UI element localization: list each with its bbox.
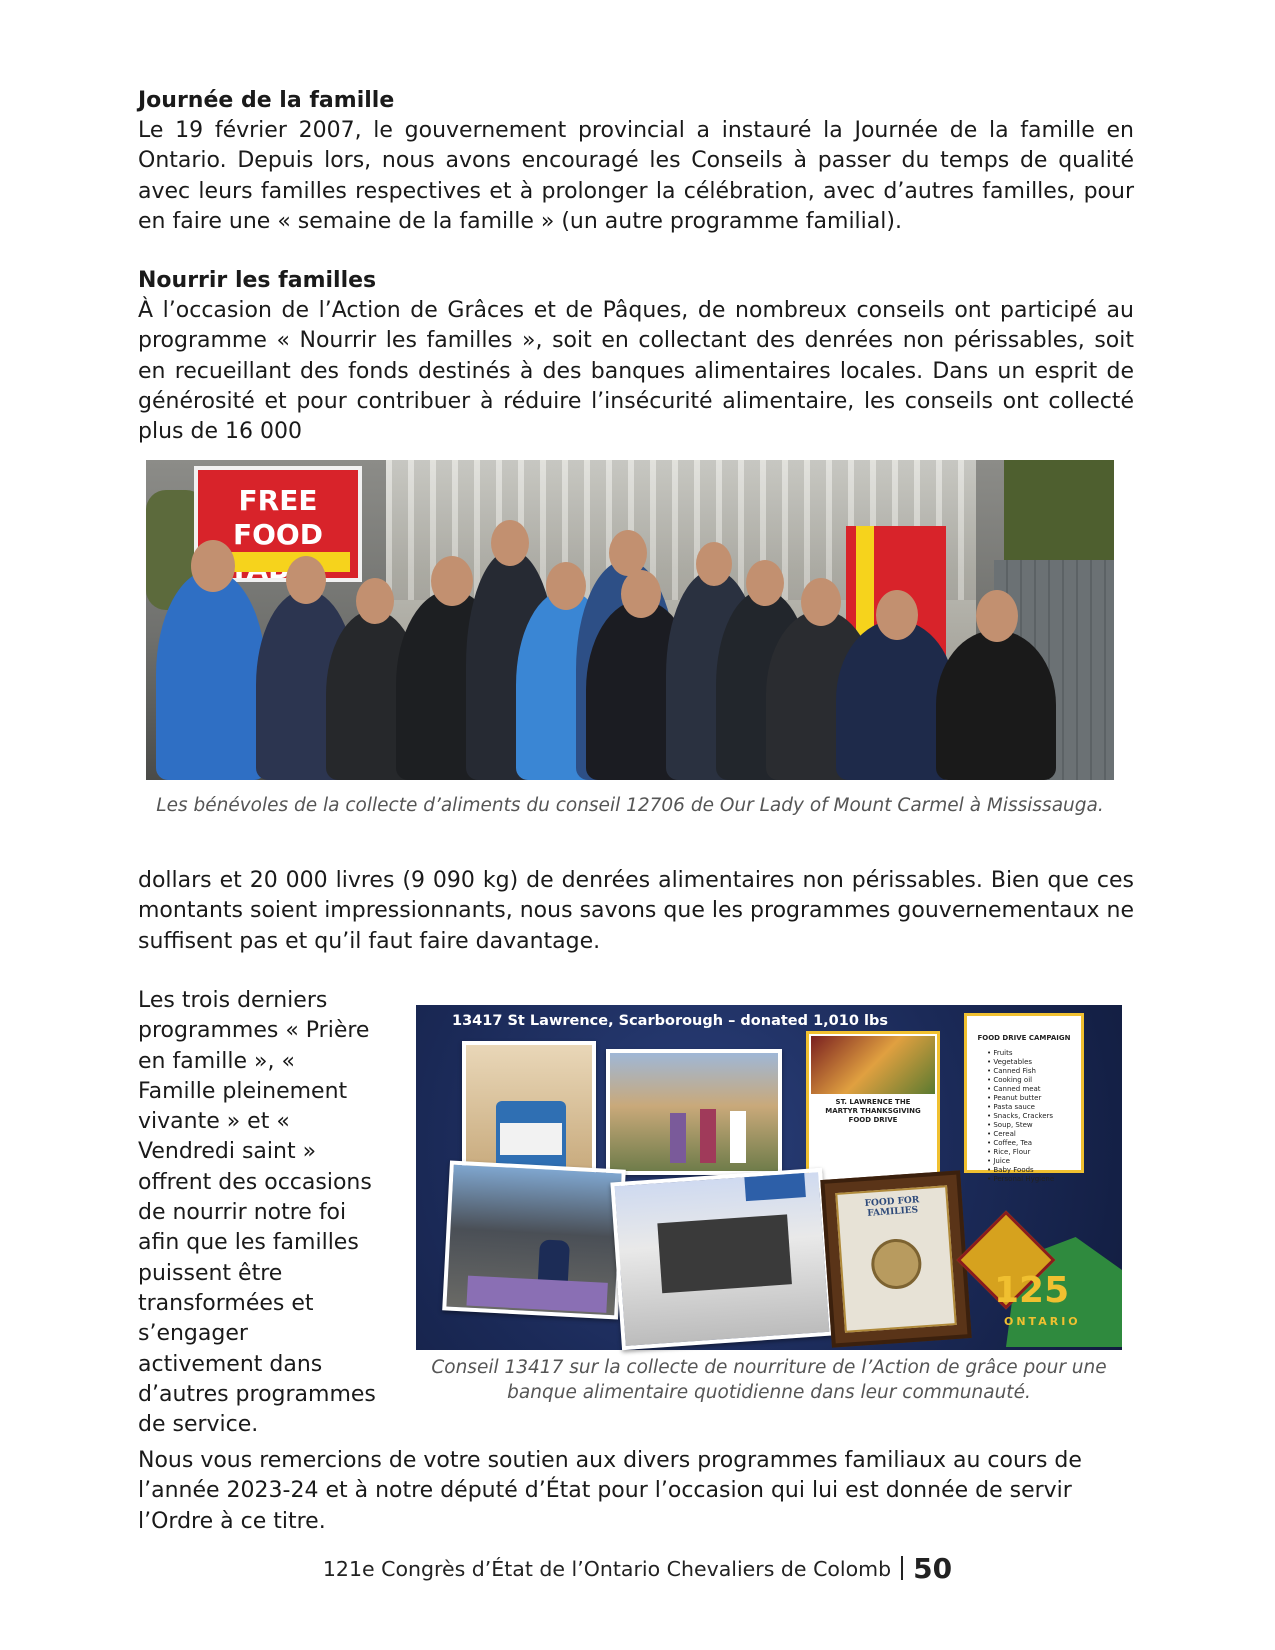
list-item: • Canned meat <box>987 1085 1041 1093</box>
list-item: • Cooking oil <box>987 1076 1033 1084</box>
section-body: À l’occasion de l’Action de Grâces et de Pâques, de nombreux conseils ont participé au programme « Nourrir les familles », soit en collectant des denrées non périssables, soit en recueillant des fonds destinés à des banques alimentaires locales. Dans un esprit de générosité et pour contribuer à réduire l’insécurité alimentaire, les conseils ont collecté plus de 16 000 <box>138 298 1134 445</box>
section-body: Le 19 février 2007, le gouvernement provincial a instauré la Journée de la famille en Ontario. Depuis lors, nous avons encouragé les Conseils à passer du temps de qualité avec leurs familles respectives et à prolonger la célébration, avec d’autres familles, pour en faire une « semaine de la famille » (un autre programme familial). <box>138 118 1134 234</box>
section-heading: Journée de la famille <box>138 88 395 113</box>
family-programs-text: Les trois derniers programmes « Prière en famille », « Famille pleinement vivante » et « Vendredi saint » offrent des occasions de nourrir notre foi afin que les familles puissent être transformées et s’engager activement dans d’autres programmes de service. <box>138 988 376 1438</box>
list-item: • Baby Foods <box>987 1166 1034 1174</box>
plaque-title: FOOD FOR FAMILIES <box>864 1195 920 1219</box>
list-item: • Coffee, Tea <box>987 1139 1033 1147</box>
section-feeding-families <box>138 266 1134 447</box>
list-item: • Rice, Flour <box>987 1148 1031 1156</box>
flyer-title: ST. LAWRENCE THE MARTYR THANKSGIVING FOOD DRIVE <box>825 1098 921 1124</box>
anniversary-badge: 125 <box>994 1270 1070 1311</box>
list-item: • Juice <box>987 1157 1010 1165</box>
section-heading: Nourrir les familles <box>138 268 377 293</box>
free-food-sign: FREE FOOD <box>194 466 362 582</box>
list-item: • Cereal <box>987 1130 1016 1138</box>
footer-title: 121e Congrès d’État de l’Ontario Chevaliers de Colomb <box>322 1557 892 1581</box>
list-item: • Soup, Stew <box>987 1121 1033 1129</box>
list-item: • Peanut butter <box>987 1094 1042 1102</box>
list-item: • Snacks, Crackers <box>987 1112 1054 1120</box>
list-item: • Vegetables <box>987 1058 1033 1066</box>
closing-paragraph <box>138 1446 1134 1537</box>
list-item: • Fruits <box>987 1049 1013 1057</box>
list-item: • Personal Hygiene <box>987 1175 1055 1183</box>
list-item: • Canned Fish <box>987 1067 1036 1075</box>
section-body: dollars et 20 000 livres (9 090 kg) de denrées alimentaires non périssables. Bien que ces montants soient impressionnants, nous savons que les programmes gouvernementaux ne suffisent pas et qu’il faut faire davantage. <box>138 868 1134 954</box>
photo-caption: Les bénévoles de la collecte d’aliments du conseil 12706 de Our Lady of Mount Carmel à Mississauga. <box>156 795 1104 816</box>
footer-divider <box>901 1556 903 1580</box>
collage-caption: Conseil 13417 sur la collecte de nourriture de l’Action de grâce pour une banque alimentaire quotidienne dans leur communauté. <box>431 1357 1107 1403</box>
list-item: • Pasta sauce <box>987 1103 1035 1111</box>
page-number: 50 <box>913 1552 953 1585</box>
section-family-day <box>138 86 1134 237</box>
volunteers-photo <box>146 460 1114 780</box>
page-footer <box>0 1552 1275 1585</box>
list-title: FOOD DRIVE CAMPAIGN <box>977 1034 1071 1042</box>
section-feeding-continued <box>138 866 1134 957</box>
anniversary-region: ONTARIO <box>1004 1315 1081 1328</box>
needed-items-list <box>977 1049 1071 1184</box>
food-drive-collage <box>416 1005 1122 1350</box>
closing-text: Nous vous remercions de votre soutien aux divers programmes familiaux au cours de l’année 2023-24 et à notre député d’État pour l’occasion qui lui est donnée de servir l’Ordre à ce titre. <box>138 1448 1082 1534</box>
collage-title: 13417 St Lawrence, Scarborough – donated 1,010 lbs <box>452 1013 888 1029</box>
